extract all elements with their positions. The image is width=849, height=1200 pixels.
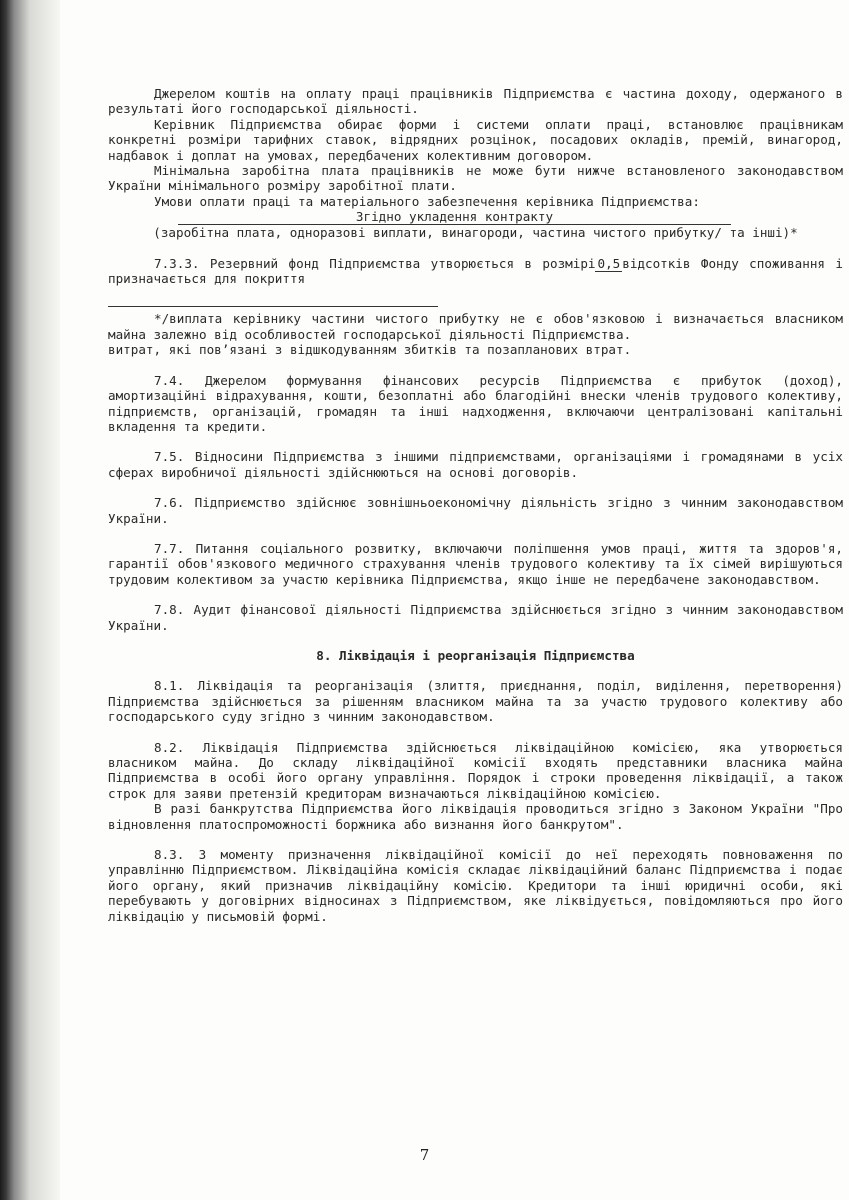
paragraph-7-5: 7.5. Відносини Підприємства з іншими підприємствами, організаціями і громадянами в усіх сферах виробничої діяльності здійснюються на основі договорів. <box>108 449 843 480</box>
p733-after: відсотків Фонду споживання і призначається для покриття <box>108 255 843 287</box>
paragraph-7-6: 7.6. Підприємство здійснює зовнішньоекономічну діяльність згідно з чинним законодавством України. <box>108 495 843 526</box>
p733-before: 7.3.3. Резервний фонд Підприємства утворюється в розмірі <box>154 255 596 271</box>
paragraph-8-3: 8.3. З моменту призначення ліквідаційної комісії до неї переходять повноваження по управлінню Підприємством. Ліквідаційна комісія складає ліквідаційний баланс Підприємства і подає його органу, який призначив ліквідаційну комісію. Кредитори та інші юридичні особи, які перебувають у договірних відносинах з Підприємством, яке ліквідується, повідомляються про його ліквідацію у письмовій формі. <box>108 847 843 924</box>
footnote: */виплата керівнику частини чистого прибутку не є обов'язковою і визначається власником майна залежно від особливостей господарської діяльності Підприємства. <box>108 311 843 342</box>
contract-field <box>178 209 731 225</box>
scan-edge-shadow <box>0 0 60 1200</box>
paragraph-salary-source: Джерелом коштів на оплату праці працівників Підприємства є частина доходу, одержаного в результаті його господарської діяльності. <box>108 86 843 117</box>
reserve-fund-percent: 0,5 <box>597 255 621 271</box>
footnote-rule <box>108 294 438 307</box>
page-number: 7 <box>419 1146 430 1164</box>
paragraph-8-1: 8.1. Ліквідація та реорганізація (злиття, приєднання, поділ, виділення, перетворення) Підприємства здійснюється за рішенням власником майна та за участю трудового колективу або господарського суду згідно з чинним законодавством. <box>108 678 843 725</box>
paragraph-7-8: 7.8. Аудит фінансової діяльності Підприємства здійснюється згідно з чинним законодавством України. <box>108 602 843 633</box>
section-8-title: 8. Ліквідація і реорганізація Підприємства <box>316 647 635 663</box>
document-page <box>108 86 843 924</box>
paragraph-7-3-3-cont: витрат, які пов’язані з відшкодуванням збитків та позапланових втрат. <box>108 342 632 358</box>
paragraph-7-4: 7.4. Джерелом формування фінансових ресурсів Підприємства є прибуток (доход), амортизаційні відрахування, кошти, безоплатні або благодійні внески членів трудового колективу, підприємств, організацій, громадян та інші надходження, включаючи централізовані капітальні вкладення та кредити. <box>108 372 843 434</box>
contract-note: (заробітна плата, одноразові виплати, винагороди, частина чистого прибутку/ та інші)* <box>153 225 798 241</box>
paragraph-conditions: Умови оплати праці та матеріального забезпечення керівника Підприємства: <box>154 193 700 209</box>
paragraph-7-7: 7.7. Питання соціального розвитку, включаючи поліпшення умов праці, життя та здоров'я, гарантії обов'язкового медичного страхування членів трудового колективу та їх сімей вирішуються трудовим колективом за участю керівника Підприємства, якщо інше не передбачене законодавством. <box>108 540 843 587</box>
paragraph-min-wage: Мінімальна заробітна плата працівників не може бути нижче встановленого законодавством України мінімального розміру заробітної плати. <box>108 163 843 194</box>
paragraph-director-salary: Керівник Підприємства обирає форми і системи оплати праці, встановлює працівникам конкретні розміри тарифних ставок, відрядних розцінок, посадових окладів, премій, винагород, надбавок і доплат на умовах, передбачених колективним договором. <box>108 116 843 163</box>
paragraph-8-2: 8.2. Ліквідація Підприємства здійснюється ліквідаційною комісією, яка утворюється власником майна. До складу ліквідаційної комісії входять представники власника майна Підприємства в особі його органу управління. Порядок і строки проведення ліквідації, а також строк для заяви претензій кредиторам визначаються ліквідаційною комісією. <box>108 739 843 801</box>
paragraph-7-3-3 <box>108 256 843 287</box>
paragraph-8-2-bankruptcy: В разі банкрутства Підприємства його ліквідація проводиться згідно з Законом України "Про відновлення платоспроможності боржника або визнання його банкрутом". <box>108 801 843 832</box>
contract-text: Згідно укладення контракту <box>355 209 554 225</box>
